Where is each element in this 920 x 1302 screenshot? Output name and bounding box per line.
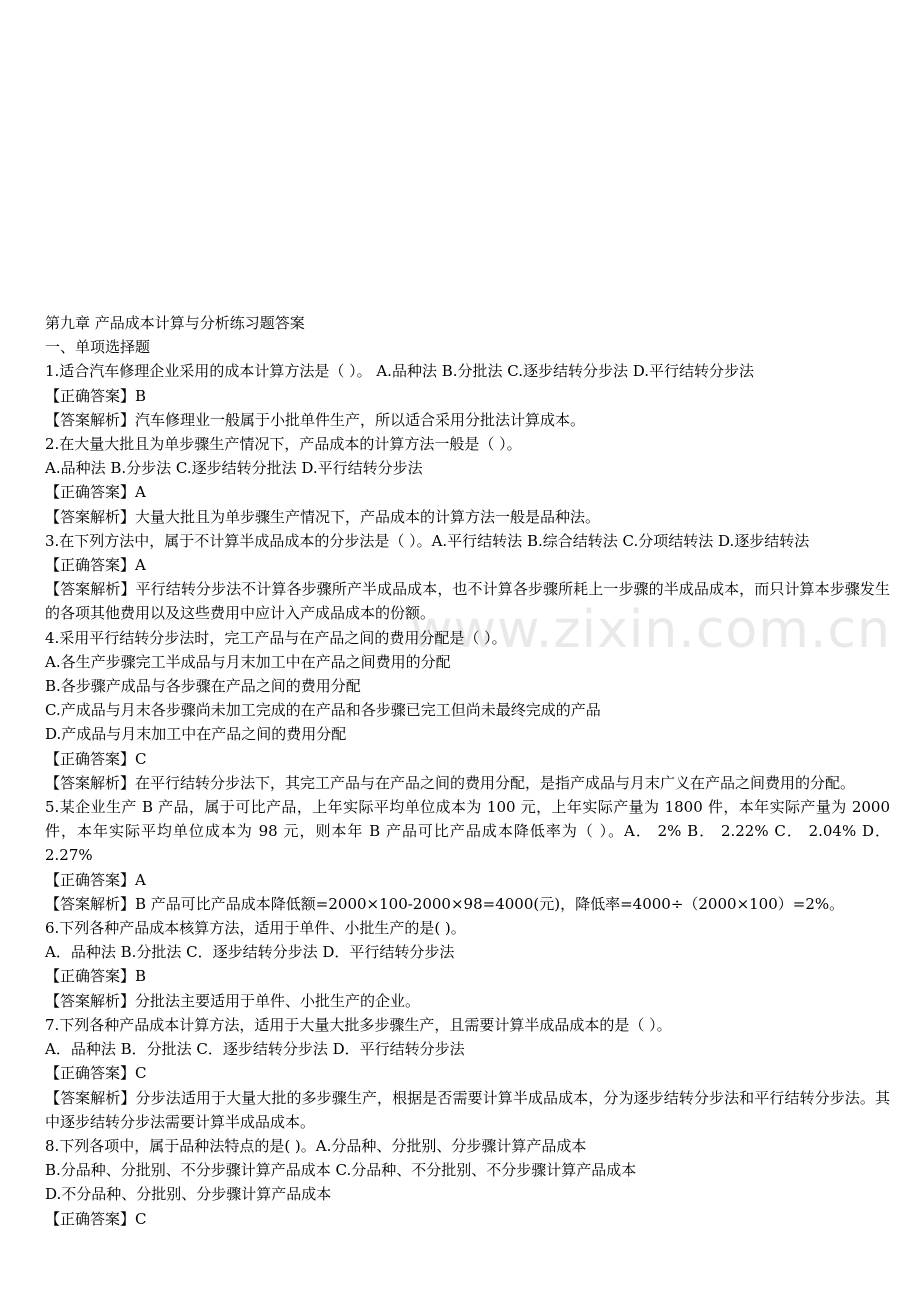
explanation-4: 【答案解析】在平行结转分步法下，其完工产品与在产品之间的费用分配，是指产成品与月末广义在产品之间费用的分配。 [45, 773, 856, 792]
answer-5: 【正确答案】A [45, 870, 146, 889]
answer-8: 【正确答案】C [45, 1209, 147, 1228]
question-5: 5.某企业生产 B 产品，属于可比产品，上年实际平均单位成本为 100 元，上年实际产量为 1800 件，本年实际产量为 2000 件，本年实际平均单位成本为 98 元，则本年 B 产品可比产品成本降低率为（ ）。A． 2% B． 2.22% C． 2.04% D． 2.27% [45, 798, 890, 865]
explanation-2: 【答案解析】大量大批且为单步骤生产情况下，产品成本的计算方法一般是品种法。 [45, 507, 601, 526]
question-1: 1.适合汽车修理企业采用的成本计算方法是（ ）。 A.品种法 B.分批法 C.逐步结转分步法 D.平行结转分步法 [45, 362, 755, 381]
document-body [45, 311, 890, 1231]
explanation-7: 【答案解析】分步法适用于大量大批的多步骤生产，根据是否需要计算半成品成本，分为逐步结转分步法和平行结转分步法。其中逐步结转分步法需要计算半成品成本。 [45, 1088, 890, 1131]
question-4: 4.采用平行结转分步法时，完工产品与在产品之间的费用分配是（ ）。 [45, 628, 507, 647]
options-2: A.品种法 B.分步法 C.逐步结转分批法 D.平行结转分步法 [45, 459, 423, 478]
option-4d: D.产成品与月末加工中在产品之间的费用分配 [45, 725, 347, 744]
question-6: 6.下列各种产品成本核算方法，适用于单件、小批生产的是( )。 [45, 919, 466, 938]
section-heading: 一、单项选择题 [45, 338, 151, 357]
watermark-text: www.zixin.com.cn [410, 600, 891, 660]
options-6: A．品种法 B.分批法 C．逐步结转分步法 D．平行结转分步法 [45, 943, 455, 962]
chapter-title: 第九章 产品成本计算与分析练习题答案 [45, 314, 305, 332]
answer-1: 【正确答案】B [45, 386, 147, 405]
answer-7: 【正确答案】C [45, 1064, 147, 1083]
options-8bc: B.分品种、分批别、不分步骤计算产品成本 C.分品种、不分批别、不分步骤计算产品成本 [45, 1161, 637, 1180]
question-8: 8.下列各项中，属于品种法特点的是( )。A.分品种、分批别、分步骤计算产品成本 [45, 1136, 587, 1155]
question-3: 3.在下列方法中，属于不计算半成品成本的分步法是（ ）。A.平行结转法 B.综合结转法 C.分项结转法 D.逐步结转法 [45, 531, 810, 550]
option-8d: D.不分品种、分批别、分步骤计算产品成本 [45, 1185, 332, 1204]
explanation-6: 【答案解析】分批法主要适用于单件、小批生产的企业。 [45, 991, 421, 1010]
explanation-3: 【答案解析】平行结转分步法不计算各步骤所产半成品成本，也不计算各步骤所耗上一步骤的半成品成本，而只计算本步骤发生的各项其他费用以及这些费用中应计入产成品成本的份额。 [45, 580, 890, 623]
explanation-1: 【答案解析】汽车修理业一般属于小批单件生产，所以适合采用分批法计算成本。 [45, 410, 586, 429]
option-4b: B.各步骤产成品与各步骤在产品之间的费用分配 [45, 677, 361, 696]
explanation-5: 【答案解析】B 产品可比产品成本降低额=2000×100-2000×98=4000(元)，降低率=4000÷（2000×100）=2%。 [45, 894, 845, 913]
answer-4: 【正确答案】C [45, 749, 147, 768]
question-7: 7.下列各种产品成本计算方法，适用于大量大批多步骤生产，且需要计算半成品成本的是（ ）。 [45, 1015, 672, 1034]
option-4a: A.各生产步骤完工半成品与月末加工中在产品之间费用的分配 [45, 652, 451, 671]
answer-3: 【正确答案】A [45, 556, 146, 575]
option-4c: C.产成品与月末各步骤尚未加工完成的在产品和各步骤已完工但尚未最终完成的产品 [45, 701, 601, 720]
options-7: A．品种法 B．分批法 C．逐步结转分步法 D．平行结转分步法 [45, 1040, 465, 1059]
answer-6: 【正确答案】B [45, 967, 147, 986]
answer-2: 【正确答案】A [45, 483, 146, 502]
question-2: 2.在大量大批且为单步骤生产情况下，产品成本的计算方法一般是（ ）。 [45, 435, 522, 454]
